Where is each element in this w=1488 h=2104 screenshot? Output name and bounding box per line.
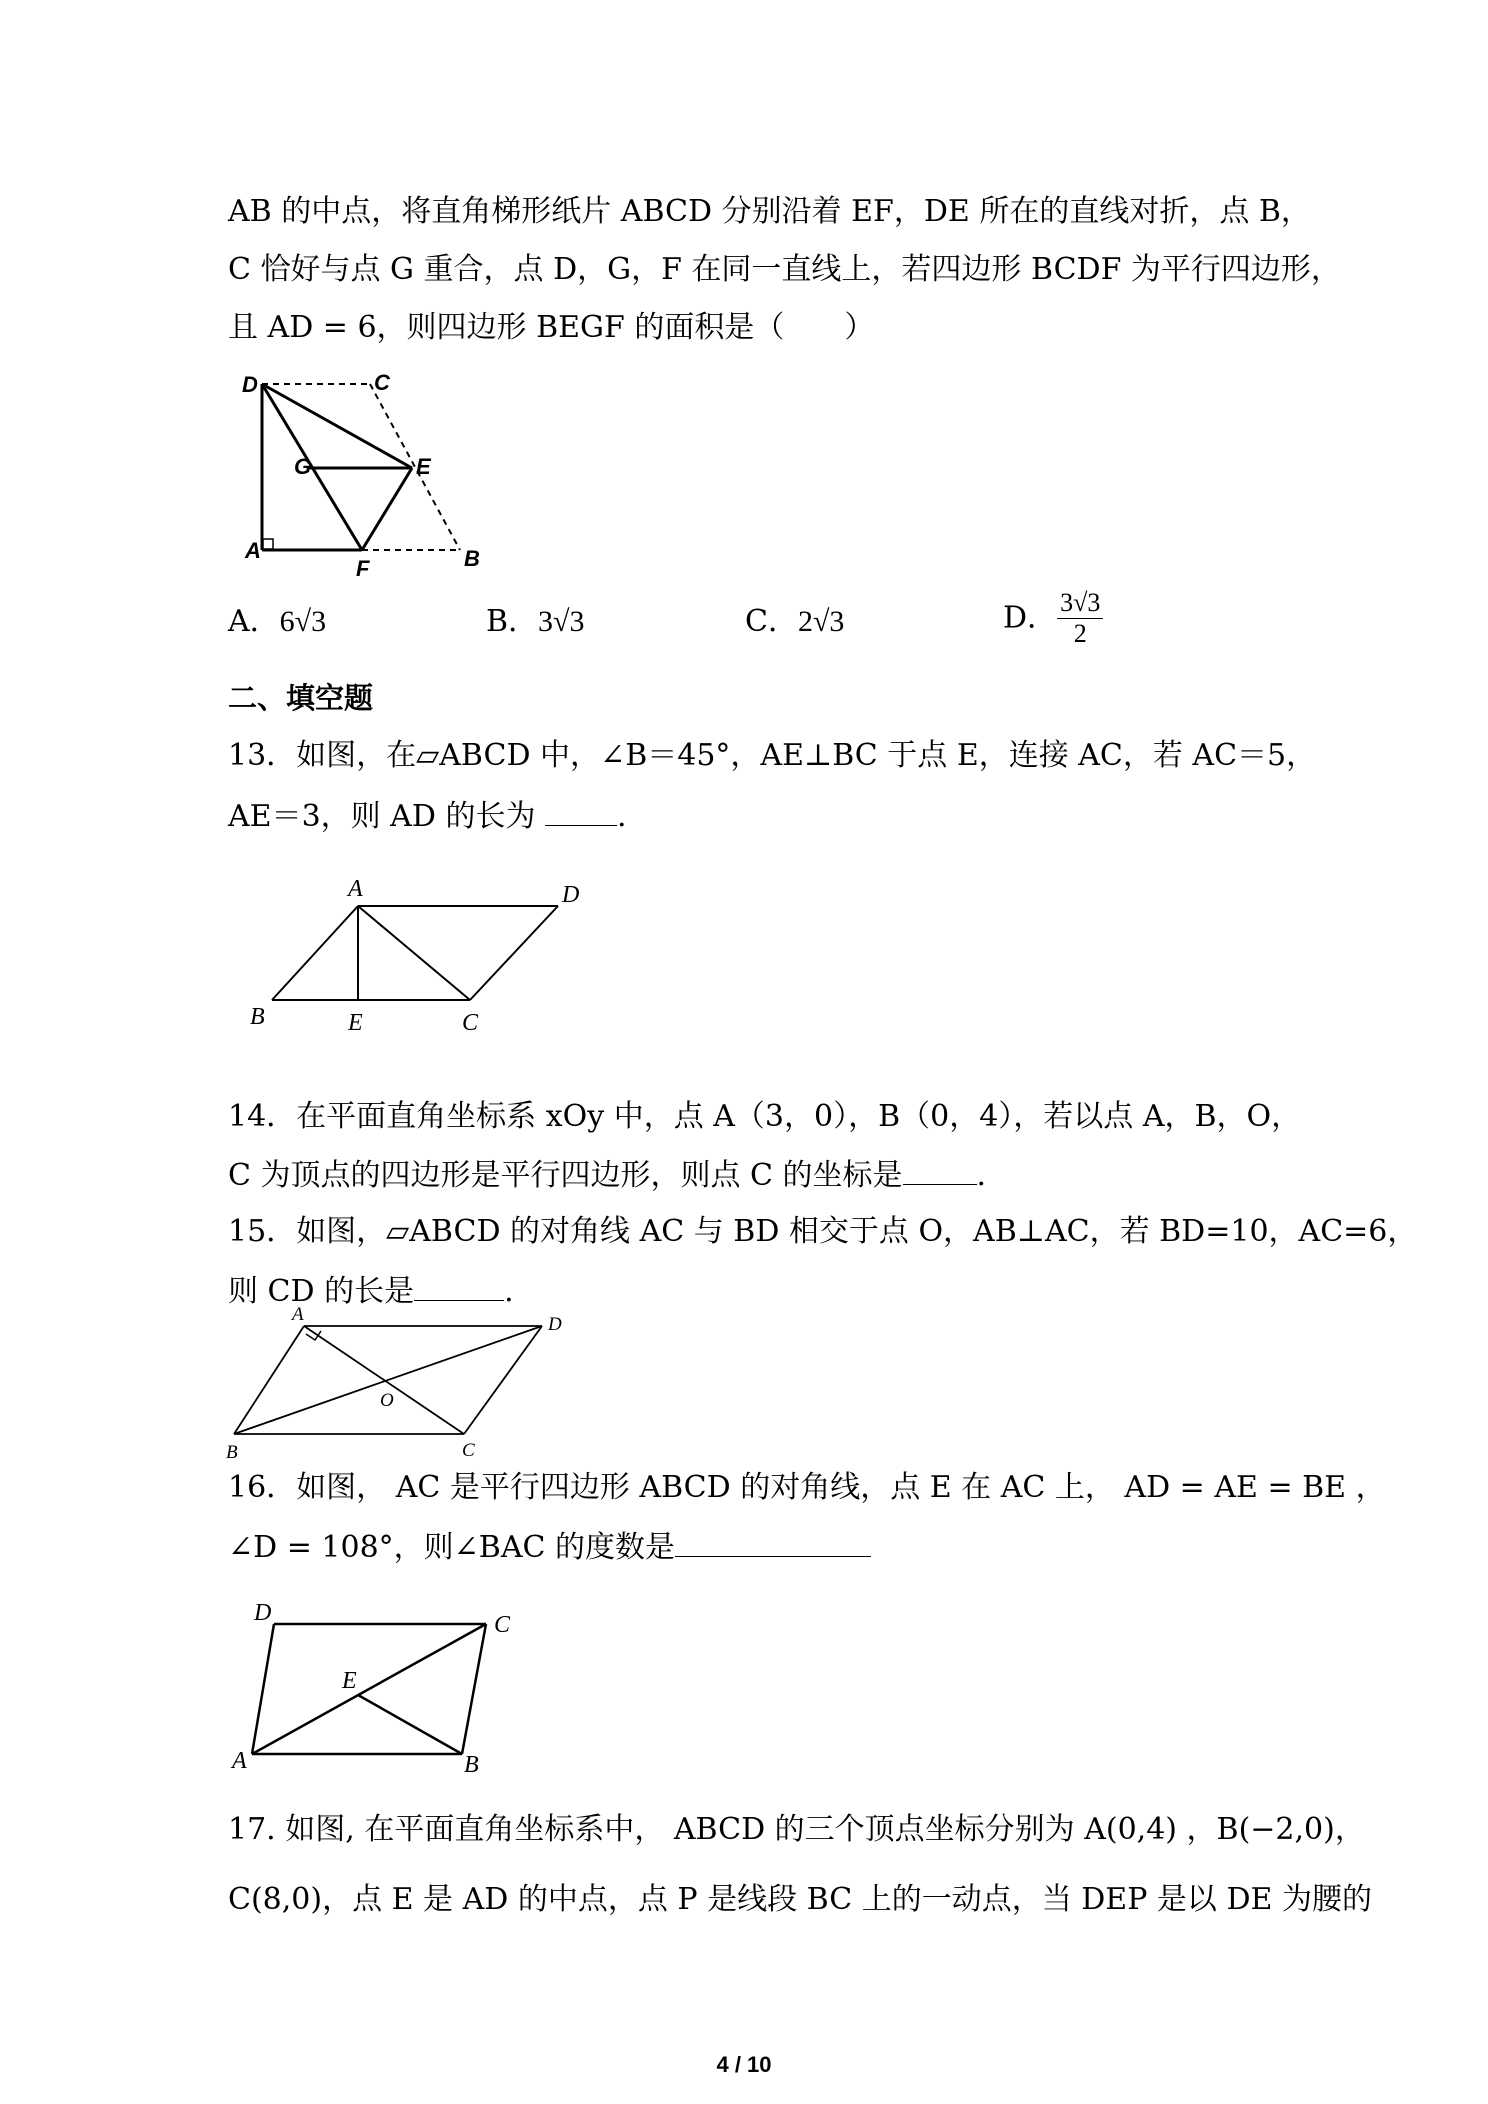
edge-CD (470, 906, 558, 1000)
option-d-fraction (1057, 588, 1103, 649)
option-a-value: 6√3 (279, 605, 327, 638)
edge-AC (358, 906, 470, 1000)
option-d-numerator: 3√3 (1057, 588, 1103, 619)
label-B: B (464, 546, 480, 571)
edge-CD (464, 1326, 542, 1434)
q12-option-c (745, 602, 844, 642)
q14-text-line-1: 14．在平面直角坐标系 xOy 中，点 A（3，0），B（0，4），若以点 A，B，O， (228, 1099, 1302, 1134)
label-E: E (416, 454, 431, 479)
edge-BA (272, 906, 358, 1000)
q14-line-2-text: C 为顶点的四边形是平行四边形，则点 C 的坐标是 (228, 1158, 903, 1193)
q16-line-2-text: ∠D = 108°，则∠BAC 的度数是 (228, 1530, 675, 1565)
section-title: 二、填空题 (228, 681, 374, 715)
label-C: C (462, 1010, 479, 1036)
edge-BC (462, 1624, 486, 1754)
label-D: D (562, 882, 580, 908)
q16-text-line-1: 16．如图， AC 是平行四边形 ABCD 的对角线，点 E 在 AC 上， AD = AE = BE ， (228, 1470, 1386, 1505)
page-number: 4 / 10 (716, 2052, 772, 2077)
segment-EB (358, 1695, 462, 1754)
label-E: E (342, 1668, 357, 1694)
q12-figure (230, 362, 500, 582)
label-F: F (356, 556, 370, 581)
label-B: B (464, 1752, 479, 1776)
q13-answer-blank[interactable] (545, 795, 617, 826)
label-O: O (380, 1390, 394, 1411)
q15-text-line-1: 15．如图，▱ABCD 的对角线 AC 与 BD 相交于点 O，AB⊥AC，若 BD=10，AC=6， (228, 1214, 1418, 1249)
option-c-prefix: C． (745, 604, 798, 639)
label-B: B (250, 1004, 265, 1030)
q16-text-line-2 (228, 1526, 871, 1568)
q12-option-b (486, 602, 585, 642)
q13-text-line-1: 13．如图，在▱ABCD 中，∠B＝45°，AE⊥BC 于点 E，连接 AC，若 AC＝5， (228, 738, 1317, 773)
label-A: A (292, 1304, 304, 1325)
diagonal-AC (304, 1326, 464, 1434)
q17-text-line-2: C(8,0)，点 E 是 AD 的中点，点 P 是线段 BC 上的一动点，当 DEP 是以 DE 为腰的 (228, 1882, 1372, 1917)
option-d-prefix: D． (1003, 600, 1058, 636)
label-E: E (348, 1010, 363, 1036)
label-A: A (348, 876, 363, 902)
q13-figure (240, 872, 600, 1042)
diagonal-BD (234, 1326, 542, 1434)
q13-text-line-2 (228, 795, 627, 837)
q16-answer-blank[interactable] (675, 1526, 871, 1557)
q12-option-a (228, 602, 326, 642)
q15-line-2-text: 则 CD 的长是 (228, 1274, 415, 1309)
q15-figure (222, 1302, 582, 1462)
label-G: G (294, 454, 312, 479)
q13-line-2-end: . (616, 799, 627, 834)
label-D: D (254, 1600, 272, 1626)
label-A: A (245, 538, 261, 563)
option-b-prefix: B． (486, 604, 539, 639)
diagonal-AC (252, 1624, 486, 1754)
right-angle-mark (263, 539, 273, 549)
option-c-value: 2√3 (797, 605, 845, 638)
q12-option-d (1003, 588, 1103, 649)
label-C: C (494, 1612, 511, 1638)
q14-answer-blank[interactable] (903, 1154, 977, 1185)
option-b-value: 3√3 (538, 605, 585, 638)
q16-figure (224, 1596, 524, 1776)
q12-text-line-2: C 恰好与点 G 重合，点 D，G，F 在同一直线上，若四边形 BCDF 为平行四边形， (228, 252, 1341, 287)
q15-answer-blank[interactable] (414, 1270, 504, 1301)
q14-line-2-end: . (976, 1158, 987, 1193)
edge-FE (362, 468, 412, 550)
label-D: D (548, 1314, 562, 1335)
edge-AD (252, 1624, 274, 1754)
option-a-prefix: A． (228, 604, 280, 639)
q15-line-2-end: . (504, 1274, 514, 1309)
q14-text-line-2 (228, 1154, 986, 1196)
q13-line-2-text: AE＝3，则 AD 的长为 (228, 799, 545, 834)
label-D: D (242, 372, 258, 397)
edge-DE (262, 384, 412, 468)
q17-text-line-1: 17. 如图, 在平面直角坐标系中， ABCD 的三个顶点坐标分别为 A(0,4) ，B(−2,0)， (228, 1812, 1365, 1847)
q12-text-line-3: 且 AD = 6，则四边形 BEGF 的面积是（ ） (228, 310, 875, 345)
label-B: B (226, 1442, 238, 1462)
label-C: C (462, 1440, 475, 1461)
label-A: A (232, 1748, 247, 1774)
edge-BA (234, 1326, 304, 1434)
q12-text-line-1: AB 的中点，将直角梯形纸片 ABCD 分别沿着 EF，DE 所在的直线对折，点 B， (228, 194, 1311, 229)
label-C: C (374, 370, 390, 395)
option-d-denominator: 2 (1073, 619, 1087, 648)
